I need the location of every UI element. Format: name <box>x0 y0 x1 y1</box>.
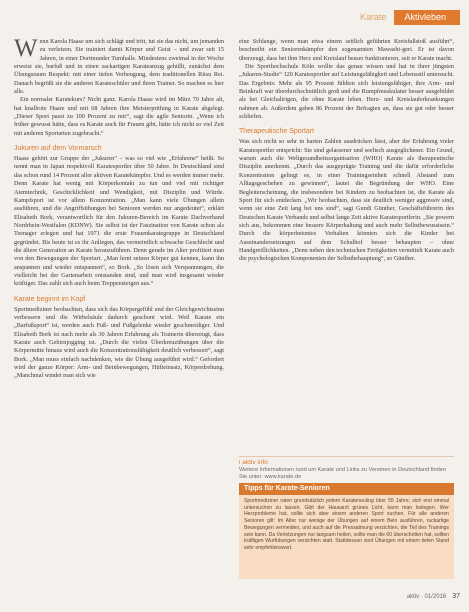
subheading-jukuren: Jukuren auf dem Vormarsch <box>14 145 102 153</box>
page-header <box>352 10 460 25</box>
info-text: Weitere Informationen rund um Karate und Links zu Vereinen in Deutschland finden Sie unter: www.karate.de <box>239 467 446 480</box>
tips-box <box>239 483 454 579</box>
subheading-therapie: Therapeutische Sportart <box>239 128 315 136</box>
drop-cap: W <box>14 35 38 62</box>
body-paragraph: Was sich nicht so sehr in harten Zahlen ausdrücken lässt, aber der Erfahrung vieler Karatesportler entspricht: Sie sind gelassener und seelisch ausgeglichener. Ein Grund, warum auch die Weltgesundheitsorganisation (WHO) Karate als therapeutische Disziplin anerkennt. „Durch das ausgeprägte Training und die dafür erforderliche Konzentration gelingt es, in einer Trainingseinheit schnell Abstand zum Alltagsgeschehen zu gewinnen“, lautet die Begründung der WHO. Eine Begleiterscheinung, die insbesondere bei Kindern zu beobachten ist, die Karate als Sport für sich entdecken. „Wir beobachten, dass sie deutlich weniger aggressiv sind, wenn sie eine Zeit lang bei uns sind“, sagt Gundi Günther, Geschäftsführerin des Deutschen Karate Verbands und selbst lange Zeit aktive Karatesportlerin. „Sie powern sich aus, bekommen eine bessere Körperhaltung und auch mehr Selbstbewusstsein.“ Durch die körperbetontes Verhalten könnten sich die Kinder bei Auseinandersetzungen auf dem Schulhof besser behaupten – ohne Handgreiflichkeiten. „Denn neben den technischen Fertigkeiten vermittelt Karate auch die psychologischen Komponenten der Selbstbehauptung“, so Günther. <box>239 138 454 263</box>
tips-text: Sportmediziner raten grundsätzlich jedem Karateneuling über 55 Jahre, sich erst einmal untersuchen zu lassen. Gibt der Hausarzt grünes Licht, kann man loslegen. Wer Herzprobleme hat, sollte sich aber einem anderen Sport suchen. Für alle anderen Senioren gilt: Im Alter nur wenige der Übungen auf einem Bein ausführen, ruckartige Bewegungen vermeiden, und auch auf die Pressatmung verzichten, die Teil des Trainings sein kann. Da Verletzungen nur langsam heilen, sollte man die 60 überschritten hat, sollten kräftigen Wurfübungen verzichten statt. Stattdessen sind Übungen mit einem tiefen Stand sehr empfehlenswert. <box>244 498 450 551</box>
category-label: Aktivleben <box>394 10 460 25</box>
magazine-issue: aktiv · 01/2016 <box>406 593 447 600</box>
body-paragraph: Die Sporthochschule Köln wollte das genau wissen und hat in ihrer jüngsten „Jukuren-Studie“ 120 Karatesportler auf Leistungsfähigkeit und Lebensstil untersucht. Das Ergebnis: Mehr als 95 Prozent fühlten sich leistungsfähiger, ihre Arm- und Beinkraft war überdurchschnittlich groß und die Rumpfmuskulatur besser ausgebildet als bei Gleichaltrigen, die ohne Karate leben. Herz- und Kreislauferkrankungen nahmen ab. Außerdem gaben 86 Prozent der Befragten an, dass sie gut oder besser schliefen. <box>239 63 454 121</box>
subheading-kopf: Karate beginnt im Kopf <box>14 295 86 303</box>
info-box <box>239 456 454 481</box>
body-paragraph: eine Schlange, wenn man etwa einem seitlich geführten Kreisfußstoß ausführt“, beschreibt ein Seniorenkämpfer den sogenannten Mawashi-geri. Er ist davon überzeugt, dass bei ihm Herz und Kreislauf besser funktionieren, seit er Karate macht. <box>239 38 454 62</box>
info-heading: i aktiv info <box>239 456 454 466</box>
page-footer <box>407 593 460 600</box>
right-column <box>239 38 454 264</box>
left-column <box>14 35 224 381</box>
intro-paragraph <box>14 35 224 96</box>
tips-heading: Tipps für Karate-Senioren <box>239 483 454 495</box>
body-paragraph: Sportmediziner beobachten, dass sich das Körpergefühl und der Gleichgewichtssinn verbessern und die Wirbelsäule dadurch geschont wird. Weil Karate ein „Barfußsport“ ist, werden auch Fuß- und Fußgelenke wieder geschmeidiger. Und Elisabeth Bork ist nach mehr als 30 Jahren Erfahrung als Trainerin überzeugt, dass Karate auch Gehirnjogging ist. „Durch die vielen Überkreuzübungen über die Körpermitte hinaus wird auch die Konzentrationsfähigkeit deutlich verbessert“, sagt Bork. „Man muss einfach nachdenken, wie die Übung ausgeführt wird.“ Gefordert wird der ganze Körper: Arm- und Beinbewegungen, Hüfteinsatz, Körperdrehung. „Manchmal windet man sich wie <box>14 305 224 380</box>
body-paragraph: Haase gehört zur Gruppe der „Jukuren“ – was so viel wie „Erfahrene“ heißt. So nennt man in Japan respektvoll Karatesportler über 50 Jahre. In Deutschland sind das schon rund 14 Prozent aller aktiven Karatekämpfer. Und es werden immer mehr. Denn Karate hat wenig mit Körperkontakt zu tun und viel mit richtiger Atemtechnik, Geschicklichkeit und Wendigkeit, mit Disziplin und Würde. Kampfsport ist vor allem Konzentration. „Man kann viele Übungen allein ausführen, und die Angriffsübungen bei Senioren werden nur angedeutet“, erklärt Elisabeth Bork, verantwortlich für den Jukuren-Bereich im Karate Dachverband Nordrhein-Westfalen (KDNW). Sie selbst ist der Faszination von Karate schon als Teenager erlegen und hat 1971 die erste Frauenkarategruppe in Deutschland gegründet. Bis heute ist es ihr Anliegen, das vermeintlich schwache Geschlecht und die ältere Generation an Karate heranzuführen. Denn gerade im Alter profitiert man von den Bewegungen der Sportart. „Man lernt seinen Körper gut kennen, kann ihn anspannen und wieder entspannen“, so Bork. „So lösen sich Verspannungen, die vielleicht bei der Gartenarbeit entstanden sind, und man wird insgesamt wieder kräftiger. Das zahlt sich auch beim Treppensteigen aus.“ <box>14 155 224 288</box>
intro-text: enn Karola Haase um sich schlägt und tritt, tut sie das nicht, um jemanden zu verletzen. Sie trainiert damit Körper und Geist – und zwar seit 15 Jahren, in einer Dortmunder Turnhalle. Mindestens zweimal in der Woche erweist sie, barfuß und in einen sackartigen Karateanzug gehüllt, zunächst dem Übungsraum Respekt: mit einer tiefen Verbeugung, dem traditionellen Ritsu Rei. Danach begrüßt sie die anderen Karateschüler und ihren Trainer. So machen es hier alle. <box>14 38 224 96</box>
body-paragraph: Ein normaler Karatekurs? Nicht ganz. Karola Haase wird im März 70 Jahre alt, hat knallrote Haare und mit 68 Jahren ihre Meisterprüfung in Karate abgelegt. „Dieser Sport passt zu 100 Prozent zu mir“, sagt die agile Seniorin. „Wenn ich früher gewusst hätte, dass es Karate auch für Frauen gibt, hätte ich nicht so viel Zeit mit anderen Sportarten zugebracht.“ <box>14 96 224 137</box>
section-label: Karate <box>359 12 387 22</box>
page-number: 37 <box>452 593 460 600</box>
